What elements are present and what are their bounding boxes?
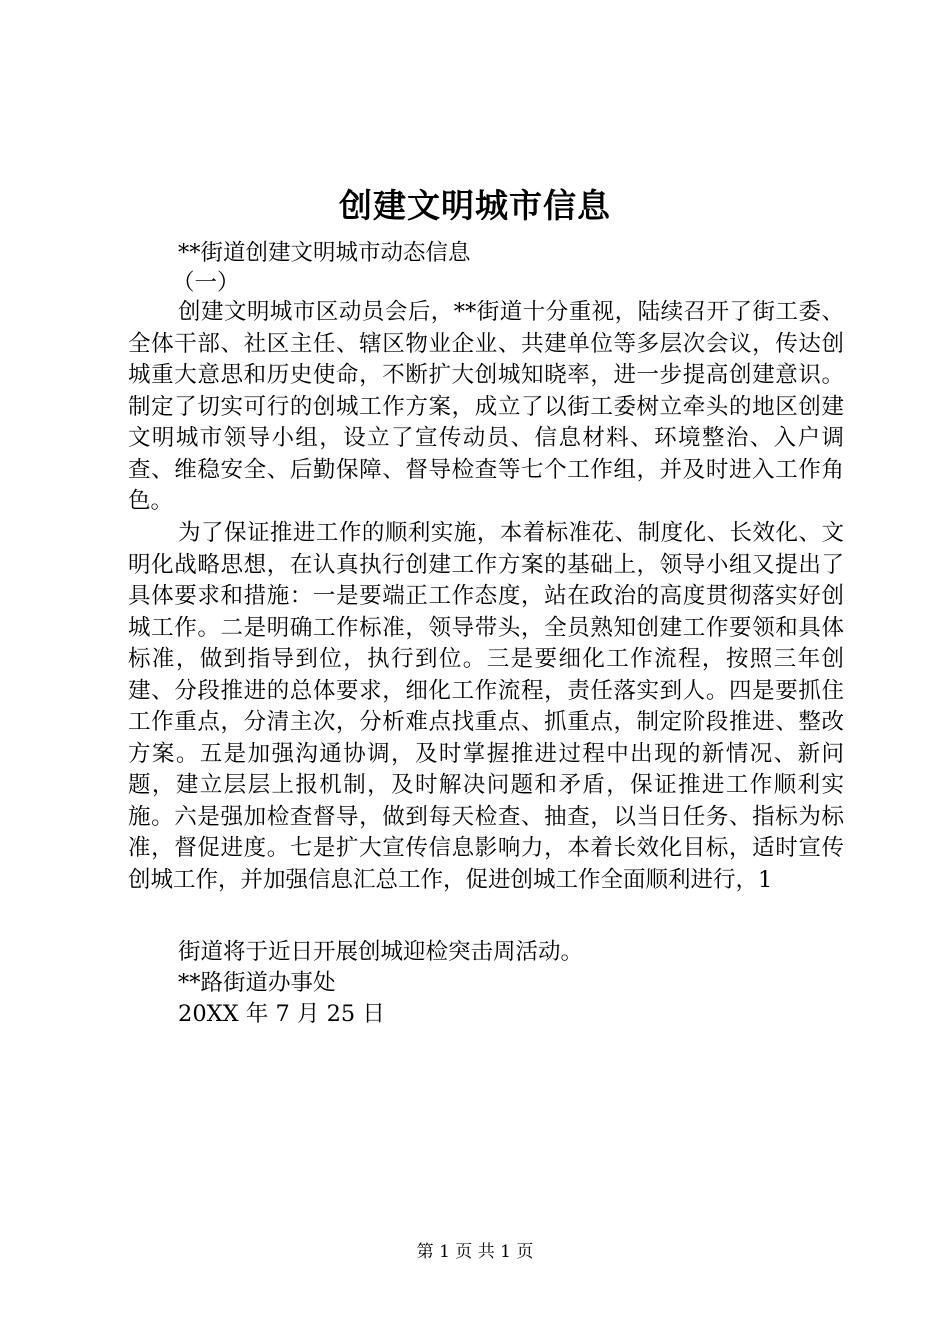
document-title: 创建文明城市信息 — [339, 186, 611, 225]
document-date: 20XX 年 7 月 25 日 — [178, 1001, 385, 1027]
closing-line: 街道将于近日开展创城迎检突击周活动。 — [178, 939, 584, 965]
signature: **路街道办事处 — [178, 970, 336, 996]
document-subtitle: **街道创建文明城市动态信息 — [178, 240, 471, 266]
section-marker: （一） — [172, 270, 240, 296]
body-paragraph-2: 为了保证推进工作的顺利实施，本着标准花、制度化、长效化、文明化战略思想，在认真执行创建工作方案的基础上，领导小组又提出了具体要求和措施：一是要端正工作态度，站在政治的高度贯彻落实好创城工作。二是明确工作标准，领导带头，全员熟知创建工作要领和具体标准，做到指导到位，执行到位。三是要细化工作流程，按照三年创建、分段推进的总体要求，细化工作流程，责任落实到人。四是要抓住工作重点，分清主次，分析难点找重点、抓重点，制定阶段推进、整改方案。五是加强沟通协调，及时掌握推进过程中出现的新情况、新问题，建立层层上报机制，及时解决问题和矛盾，保证推进工作顺利实施。六是强加检查督导，做到每天检查、抽查，以当日任务、指标为标准，督促进度。七是扩大宣传信息影响力，本着长效化目标，适时宣传创城工作，并加强信息汇总工作，促进创城工作全面顺利进行，1 — [128, 520, 844, 893]
body-paragraph-1: 创建文明城市区动员会后，**街道十分重视，陆续召开了街工委、全体干部、社区主任、辖区物业企业、共建单位等多层次会议，传达创城重大意思和历史使命，不断扩大创城知晓率，进一步提高创建意识。制定了切实可行的创城工作方案，成立了以街工委树立牵头的地区创建文明城市领导小组，设立了宣传动员、信息材料、环境整治、入户调查、维稳安全、后勤保障、督导检查等七个工作组，并及时进入工作角色。 — [128, 299, 844, 514]
page-footer: 第 1 页 共 1 页 — [416, 1242, 534, 1262]
